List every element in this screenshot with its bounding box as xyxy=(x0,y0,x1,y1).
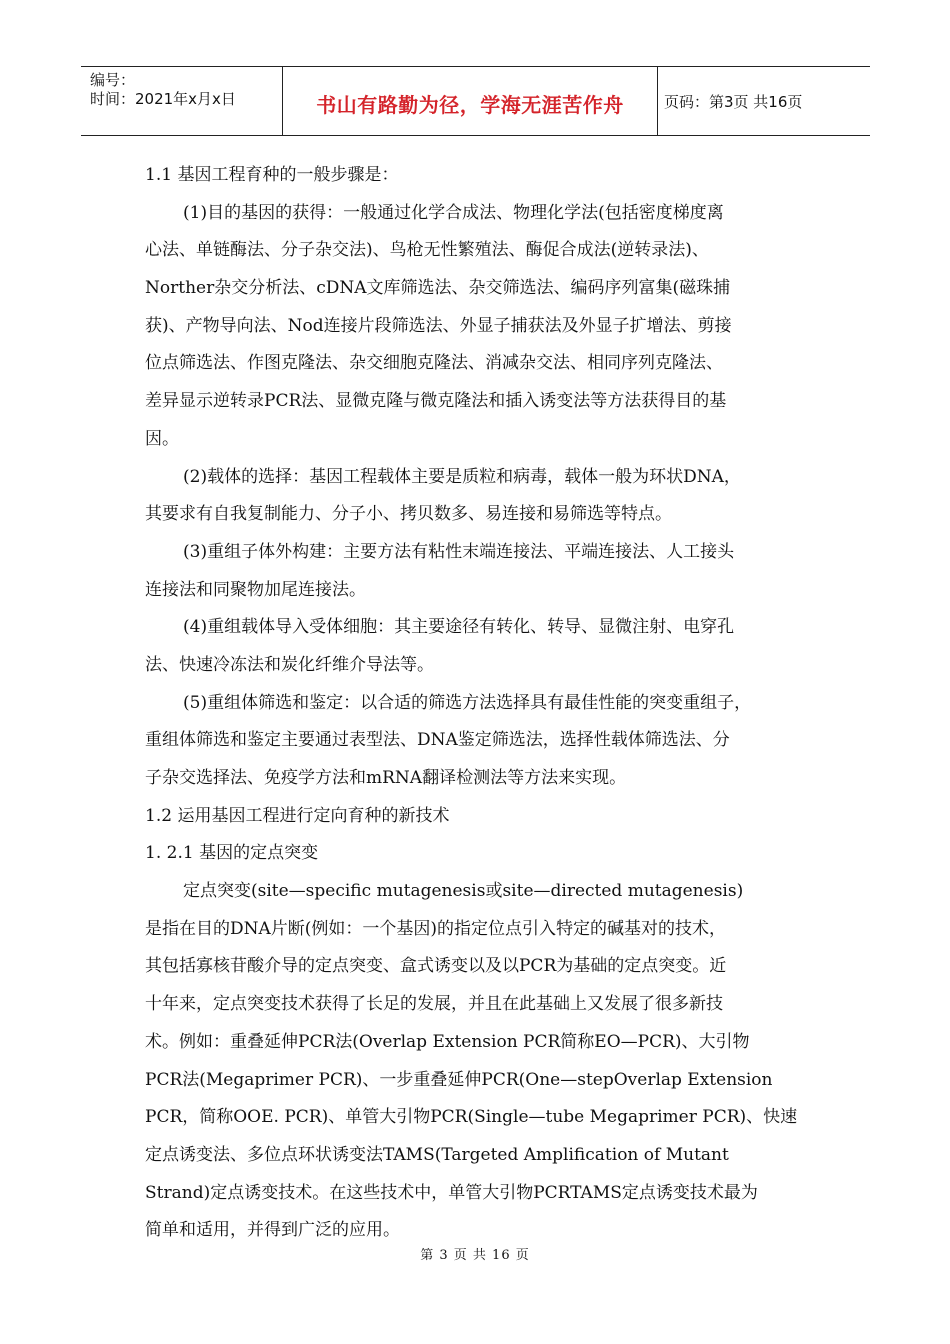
section-heading: 1.1 基因工程育种的一般步骤是： xyxy=(145,165,399,185)
document-body xyxy=(145,157,810,1250)
paragraph-line: (3)重组子体外构建：主要方法有粘性末端连接法、平端连接法、人工接头 xyxy=(183,541,735,562)
paragraph-line: 位点筛选法、作图克隆法、杂交细胞克隆法、消减杂交法、相同序列克隆法、 xyxy=(145,353,723,374)
header-motto: 书山有路勤为径，学海无涯苦作舟 xyxy=(316,92,624,117)
paragraph-line: 定点突变(site—specific mutagenesis或site—directed mutagenesis) xyxy=(183,881,744,902)
header-info-cell xyxy=(81,67,282,135)
document-number-label: 编号： xyxy=(90,71,136,89)
paragraph-line: (5)重组体筛选和鉴定：以合适的筛选方法选择具有最佳性能的突变重组子， xyxy=(183,692,752,713)
subsection-heading: 1. 2.1 基因的定点突变 xyxy=(145,843,319,864)
paragraph-line: 其包括寡核苷酸介导的定点突变、盒式诱变以及以PCR为基础的定点突变。近 xyxy=(145,956,727,977)
page-footer: 第 3 页 共 16 页 xyxy=(420,1248,530,1263)
paragraph-line: 定点诱变法、多位点环状诱变法TAMS(Targeted Amplification of Mutant xyxy=(145,1144,729,1165)
paragraph-line: 重组体筛选和鉴定主要通过表型法、DNA鉴定筛选法，选择性载体筛选法、分 xyxy=(145,730,730,751)
paragraph-line: PCR法(Megaprimer PCR)、一步重叠延伸PCR(One—stepOverlap Extension xyxy=(145,1069,773,1090)
header-motto-cell xyxy=(282,67,658,135)
paragraph-line: 因。 xyxy=(145,428,179,449)
paragraph-line: 其要求有自我复制能力、分子小、拷贝数多、易连接和易筛选等特点。 xyxy=(145,504,672,525)
document-time-label: 时间：2021年x月x日 xyxy=(90,90,236,108)
paragraph-line: 十年来，定点突变技术获得了长足的发展，并且在此基础上又发展了很多新技 xyxy=(145,994,723,1015)
paragraph-line: 简单和适用，并得到广泛的应用。 xyxy=(145,1220,400,1241)
paragraph-line: Strand)定点诱变技术。在这些技术中，单管大引物PCRTAMS定点诱变技术最为 xyxy=(145,1182,758,1203)
paragraph-line: 心法、单链酶法、分子杂交法)、鸟枪无性繁殖法、酶促合成法(逆转录法)、 xyxy=(145,240,709,261)
paragraph-line: 法、快速冷冻法和炭化纤维介导法等。 xyxy=(145,654,434,675)
paragraph-line: PCR，简称OOE. PCR)、单管大引物PCR(Single—tube Megaprimer PCR)、快速 xyxy=(145,1107,798,1128)
paragraph-line: Norther杂交分析法、cDNA文库筛选法、杂交筛选法、编码序列富集(磁珠捕 xyxy=(145,278,731,299)
paragraph-line: (4)重组载体导入受体细胞：其主要途径有转化、转导、显微注射、电穿孔 xyxy=(183,617,735,638)
paragraph-line: 子杂交选择法、免疫学方法和mRNA翻译检测法等方法来实现。 xyxy=(145,768,627,788)
paragraph-line: 术。例如：重叠延伸PCR法(Overlap Extension PCR简称EO—PCR)、大引物 xyxy=(145,1031,750,1052)
page-header xyxy=(81,66,870,136)
header-page-number: 页码：第3页 共16页 xyxy=(664,92,803,111)
section-heading: 1.2 运用基因工程进行定向育种的新技术 xyxy=(145,805,450,826)
header-page-cell xyxy=(658,67,870,135)
paragraph-line: (2)载体的选择：基因工程载体主要是质粒和病毒，载体一般为环状DNA， xyxy=(183,466,741,487)
paragraph-line: 是指在目的DNA片断(例如：一个基因)的指定位点引入特定的碱基对的技术， xyxy=(145,918,727,939)
paragraph-line: 获)、产物导向法、Nod连接片段筛选法、外显子捕获法及外显子扩增法、剪接 xyxy=(145,315,732,336)
paragraph-line: 差异显示逆转录PCR法、显微克隆与微克隆法和插入诱变法等方法获得目的基 xyxy=(145,391,727,412)
paragraph-line: 连接法和同聚物加尾连接法。 xyxy=(145,579,366,600)
paragraph-line: (1)目的基因的获得：一般通过化学合成法、物理化学法(包括密度梯度离 xyxy=(183,202,724,223)
